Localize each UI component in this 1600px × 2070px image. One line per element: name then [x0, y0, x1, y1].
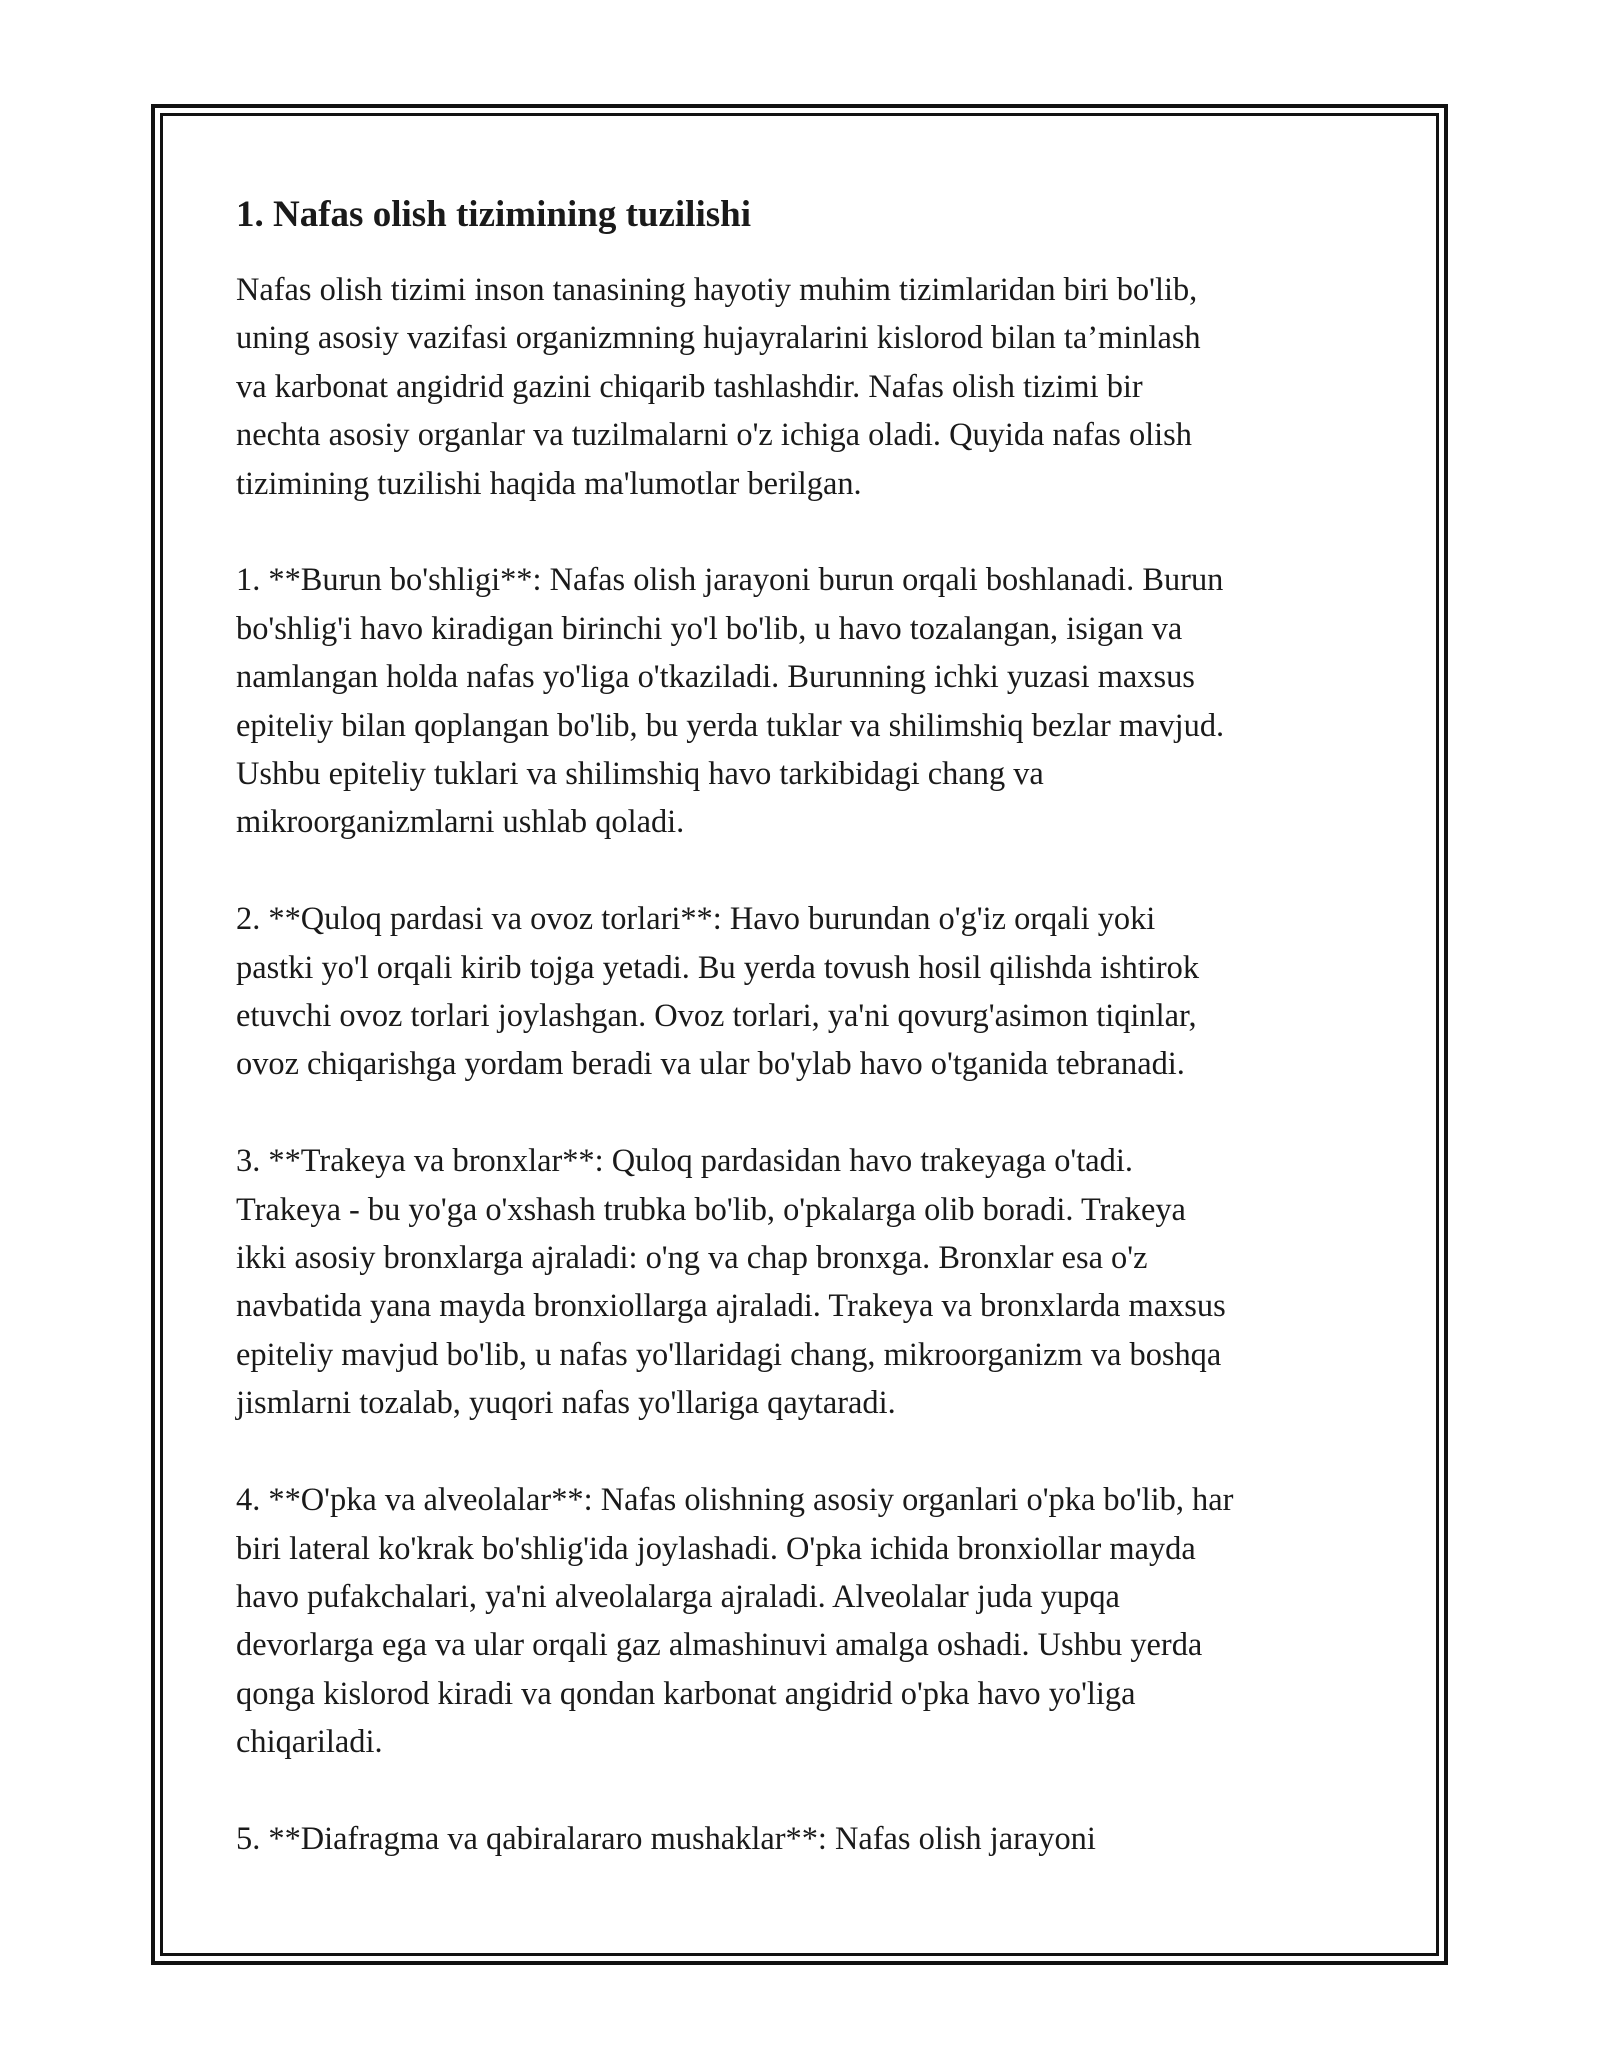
- text-line: jismlarni tozalab, yuqori nafas yo'llariga qaytaradi.: [236, 1385, 896, 1422]
- text-line: 2. **Quloq pardasi va ovoz torlari**: Havo burundan o'g'iz orqali yoki: [236, 901, 1156, 938]
- text-line: havo pufakchalari, ya'ni alveolalarga ajraladi. Alveolalar juda yupqa: [236, 1578, 1120, 1615]
- text-line: 4. **O'pka va alveolalar**: Nafas olishning asosiy organlari o'pka bo'lib, har: [236, 1482, 1234, 1519]
- text-line: uning asosiy vazifasi organizmning hujayralarini kislorod bilan ta’minlash: [236, 320, 1201, 357]
- text-line: Nafas olish tizimi inson tanasining hayotiy muhim tizimlaridan biri bo'lib,: [236, 272, 1198, 308]
- text-line: pastki yo'l orqali kirib tojga yetadi. Bu yerda tovush hosil qilishda ishtirok: [236, 949, 1200, 986]
- text-line: Ushbu epiteliy tuklari va shilimshiq havo tarkibidagi chang va: [236, 756, 1044, 793]
- text-line: navbatida yana mayda bronxiollarga ajraladi. Trakeya va bronxlarda maxsus: [236, 1288, 1226, 1325]
- text-line: qonga kislorod kiradi va qondan karbonat angidrid o'pka havo yo'liga: [236, 1675, 1136, 1712]
- paragraph-gap: [236, 1428, 1376, 1476]
- text-line: 1. **Burun bo'shligi**: Nafas olish jarayoni burun orqali boshlanadi. Burun: [236, 562, 1224, 599]
- text-line: epiteliy bilan qoplangan bo'lib, bu yerda tuklar va shilimshiq bezlar mavjud.: [236, 707, 1225, 744]
- paragraph-item-3: [236, 1137, 1376, 1427]
- paragraph-intro: [236, 266, 1376, 508]
- text-line: mikroorganizmlarni ushlab qoladi.: [236, 804, 685, 841]
- text-line: 3. **Trakeya va bronxlar**: Quloq pardasidan havo trakeyaga o'tadi.: [236, 1143, 1133, 1180]
- text-line: va karbonat angidrid gazini chiqarib tashlashdir. Nafas olish tizimi bir: [236, 368, 1143, 405]
- document-body: [236, 186, 1376, 1863]
- paragraph-item-4: [236, 1476, 1376, 1766]
- text-line: namlangan holda nafas yo'liga o'tkaziladi. Burunning ichki yuzasi maxsus: [236, 659, 1195, 696]
- text-line: ovoz chiqarishga yordam beradi va ular bo'ylab havo o'tganida tebranadi.: [236, 1046, 1185, 1083]
- paragraph-item-1: [236, 556, 1376, 846]
- paragraph-gap: [236, 847, 1376, 895]
- text-line: biri lateral ko'krak bo'shlig'ida joylashadi. O'pka ichida bronxiollar mayda: [236, 1530, 1196, 1567]
- text-line: 5. **Diafragma va qabiralararo mushaklar**: Nafas olish jarayoni: [236, 1820, 1096, 1857]
- text-line: chiqariladi.: [236, 1724, 383, 1761]
- text-line: tizimining tuzilishi haqida ma'lumotlar berilgan.: [236, 465, 862, 502]
- text-line: epiteliy mavjud bo'lib, u nafas yo'llaridagi chang, mikroorganizm va boshqa: [236, 1336, 1222, 1373]
- section-heading: 1. Nafas olish tizimining tuzilishi: [236, 194, 751, 235]
- text-line: Trakeya - bu yo'ga o'xshash trubka bo'lib, o'pkalarga olib boradi. Trakeya: [236, 1191, 1186, 1228]
- paragraph-item-2: [236, 895, 1376, 1089]
- text-line: nechta asosiy organlar va tuzilmalarni o'z ichiga oladi. Quyida nafas olish: [236, 417, 1192, 454]
- paragraph-gap: [236, 1767, 1376, 1815]
- text-line: ikki asosiy bronxlarga ajraladi: o'ng va chap bronxga. Bronxlar esa o'z: [236, 1240, 1148, 1277]
- text-line: devorlarga ega va ular orqali gaz almashinuvi amalga oshadi. Ushbu yerda: [236, 1627, 1203, 1664]
- paragraph-gap: [236, 508, 1376, 556]
- paragraph-item-5: [236, 1815, 1376, 1863]
- text-line: bo'shlig'i havo kiradigan birinchi yo'l bo'lib, u havo tozalangan, isigan va: [236, 610, 1183, 647]
- paragraph-gap: [236, 1089, 1376, 1137]
- text-line: etuvchi ovoz torlari joylashgan. Ovoz torlari, ya'ni qovurg'asimon tiqinlar,: [236, 998, 1197, 1035]
